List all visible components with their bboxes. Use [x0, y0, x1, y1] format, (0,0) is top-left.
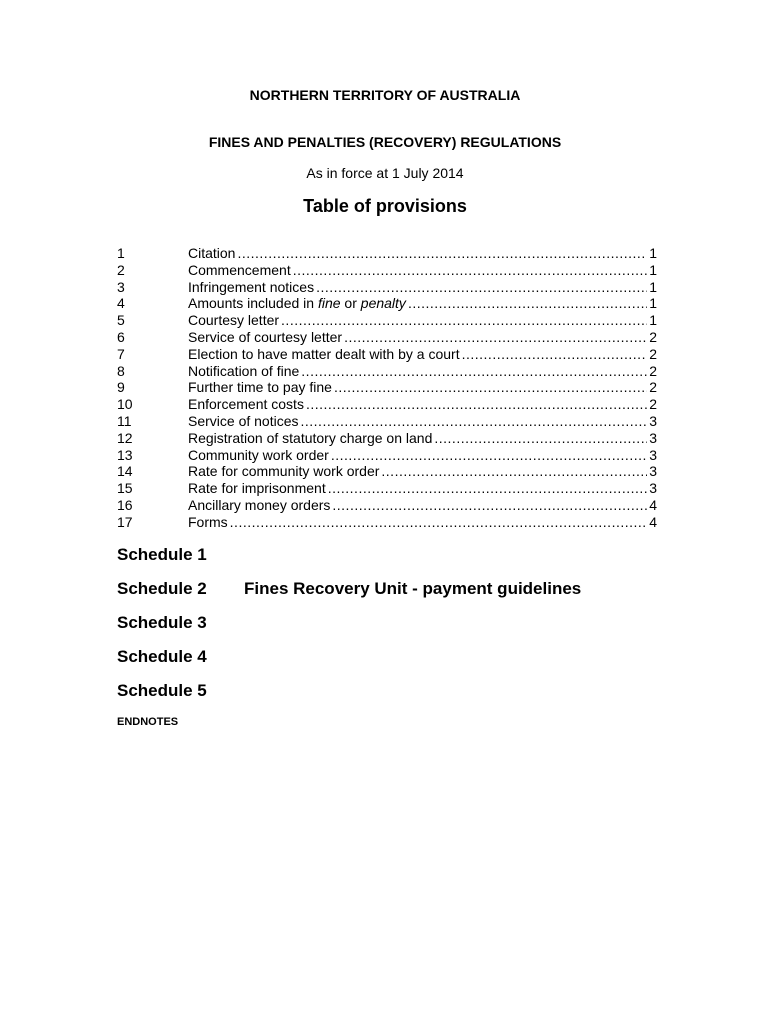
provision-page: 2 [649, 362, 657, 379]
provision-number: 14 [117, 463, 133, 480]
provision-page: 3 [649, 429, 657, 446]
schedule-title: Fines Recovery Unit - payment guidelines [244, 579, 582, 598]
schedule-entry[interactable] [117, 679, 581, 713]
provision-title: Commencement [188, 261, 291, 278]
provision-title: Ancillary money orders [188, 496, 331, 513]
provision-number: 2 [117, 261, 125, 278]
schedule-entry[interactable] [117, 543, 581, 577]
toc-row[interactable] [117, 346, 657, 363]
title-text: Amounts included in [188, 295, 318, 312]
toc-row[interactable] [117, 447, 657, 464]
schedules-list [117, 543, 581, 713]
provision-page: 2 [649, 328, 657, 345]
provision-page: 2 [649, 396, 657, 413]
provision-title: Further time to pay fine [188, 379, 332, 396]
dot-leader [237, 245, 647, 262]
jurisdiction-heading: NORTHERN TERRITORY OF AUSTRALIA [249, 87, 521, 103]
toc-row[interactable] [117, 497, 657, 514]
dot-leader [434, 430, 647, 447]
provision-number: 10 [117, 396, 133, 413]
dot-leader [331, 447, 647, 464]
provision-number: 5 [117, 312, 125, 329]
provision-number: 7 [117, 345, 125, 362]
toc-row[interactable] [117, 463, 657, 480]
toc-row[interactable] [117, 262, 657, 279]
provision-number: 8 [117, 362, 125, 379]
provision-title: Community work order [188, 446, 329, 463]
title-text: or [340, 295, 361, 312]
provision-number: 16 [117, 496, 133, 513]
table-of-provisions [117, 245, 657, 531]
toc-row[interactable] [117, 379, 657, 396]
in-force-date: As in force at 1 July 2014 [306, 165, 464, 181]
provision-page: 1 [649, 312, 657, 329]
toc-row[interactable] [117, 430, 657, 447]
provision-page: 1 [649, 245, 657, 261]
provision-title: Rate for imprisonment [188, 480, 326, 497]
toc-row[interactable] [117, 363, 657, 380]
provision-title: Courtesy letter [188, 312, 280, 329]
provision-title: Registration of statutory charge on land [188, 429, 433, 446]
dot-leader [306, 396, 647, 413]
provision-page: 4 [649, 496, 657, 513]
provision-page: 1 [649, 261, 657, 278]
provision-number: 11 [117, 412, 132, 429]
dot-leader [230, 514, 648, 531]
provision-number: 17 [117, 513, 133, 530]
dot-leader [301, 363, 647, 380]
toc-row[interactable] [117, 279, 657, 296]
schedule-entry[interactable] [117, 611, 581, 645]
dot-leader [328, 480, 647, 497]
provision-page: 3 [649, 463, 657, 480]
toc-row[interactable] [117, 245, 657, 262]
dot-leader [281, 312, 647, 329]
provision-number: 12 [117, 429, 133, 446]
dot-leader [316, 279, 647, 296]
schedule-entry[interactable] [117, 577, 581, 611]
provision-title: Election to have matter dealt with by a court [188, 345, 460, 362]
provision-page: 3 [649, 480, 657, 497]
provision-page: 4 [649, 513, 657, 530]
toc-row[interactable] [117, 396, 657, 413]
schedule-label: Schedule 4 [117, 647, 207, 666]
provision-title: Rate for community work order [188, 463, 380, 480]
provision-page: 3 [649, 446, 657, 463]
provision-number: 6 [117, 328, 125, 345]
title-italic-term: penalty [360, 295, 406, 312]
title-italic-term: fine [317, 295, 341, 312]
provision-title: Service of notices [188, 412, 299, 429]
schedule-label: Schedule 1 [117, 545, 207, 564]
dot-leader [293, 262, 648, 279]
provision-title: Enforcement costs [188, 396, 304, 413]
dot-leader [334, 379, 647, 396]
dot-leader [408, 295, 647, 312]
schedule-label: Schedule 3 [117, 613, 207, 632]
dot-leader [462, 346, 648, 363]
provision-title: Notification of fine [188, 362, 300, 379]
provision-number: 1 [117, 245, 125, 261]
provision-number: 13 [117, 446, 133, 463]
provision-title: Infringement notices [188, 278, 315, 295]
endnotes-heading[interactable]: ENDNOTES [117, 716, 179, 728]
provision-page: 1 [649, 278, 657, 295]
dot-leader [301, 413, 648, 430]
schedule-label: Schedule 5 [117, 681, 207, 700]
toc-row[interactable] [117, 480, 657, 497]
toc-heading: Table of provisions [303, 196, 467, 216]
provision-title: Service of courtesy letter [188, 328, 343, 345]
toc-row[interactable] [117, 295, 657, 312]
dot-leader [381, 463, 647, 480]
provision-page: 1 [649, 295, 657, 312]
provision-number: 9 [117, 379, 125, 396]
provision-page: 2 [649, 379, 657, 396]
regulation-title: FINES AND PENALTIES (RECOVERY) REGULATIONS [208, 134, 562, 150]
toc-row[interactable] [117, 329, 657, 346]
provision-number: 15 [117, 480, 133, 497]
dot-leader [344, 329, 647, 346]
toc-row[interactable] [117, 413, 657, 430]
provision-title: Forms [188, 513, 228, 530]
provision-title [188, 295, 408, 312]
dot-leader [332, 497, 647, 514]
schedule-label: Schedule 2 [117, 579, 207, 598]
toc-row[interactable] [117, 514, 657, 531]
provision-title: Citation [188, 245, 236, 261]
provision-number: 3 [117, 278, 125, 295]
toc-row[interactable] [117, 312, 657, 329]
schedule-entry[interactable] [117, 645, 581, 679]
provision-page: 3 [649, 412, 657, 429]
provision-page: 2 [649, 345, 657, 362]
provision-number: 4 [117, 295, 125, 312]
